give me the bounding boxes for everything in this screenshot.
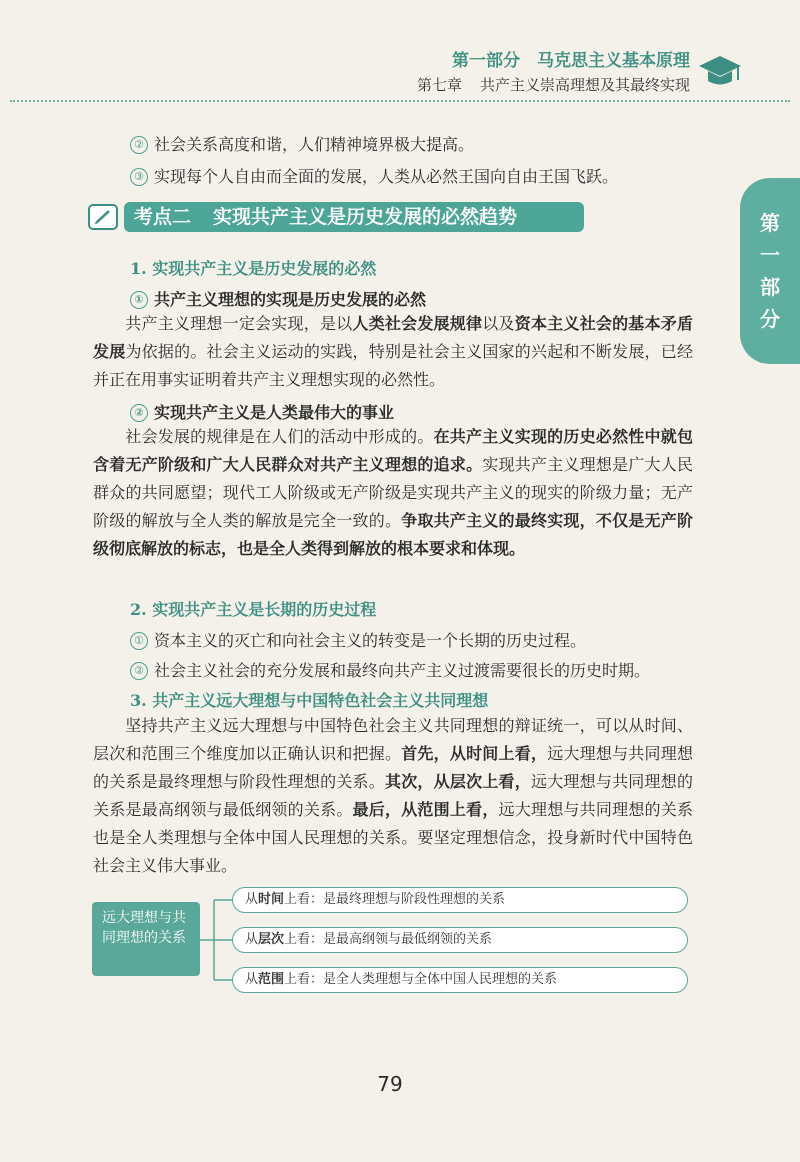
item-number: ③ <box>130 168 148 186</box>
emphasis: 其次，从层次上看， <box>384 772 531 791</box>
item-number: ② <box>130 662 148 680</box>
text-run: 社会发展的规律是在人们的活动中形成的。 <box>125 427 434 446</box>
emphasis: 时间 <box>258 892 285 907</box>
list-item <box>130 628 586 651</box>
item-number: ① <box>130 632 148 650</box>
emphasis: 最后，从范围上看， <box>352 800 499 819</box>
page-number: 79 <box>377 1072 403 1096</box>
side-tab-char: 部 <box>760 275 780 299</box>
subsection-title <box>130 287 426 310</box>
kaodian-label: 考点二 <box>134 206 192 228</box>
emphasis: 在共产主义实现的历史必然性中就包含着无产阶级和广大人民群众对共产主义理想的追求。 <box>93 427 693 474</box>
text-run: 远大理想与共同理想的关系也是全人类理想与全体中国人民理想的关系。要坚定理想信念，投身新时代中国特色社会主义伟大事业。 <box>93 800 693 875</box>
text-run: 从 <box>245 972 259 987</box>
pencil-icon <box>88 204 118 230</box>
emphasis: 范围 <box>258 972 285 987</box>
item-text: 资本主义的灭亡和向社会主义的转变是一个长期的历史过程。 <box>154 631 587 650</box>
side-tab <box>740 178 800 364</box>
paragraph <box>93 712 693 880</box>
item-text: 社会主义社会的充分发展和最终向共产主义过渡需要很长的历史时期。 <box>154 661 651 680</box>
chapter-number: 第七章 <box>416 76 462 94</box>
section-heading-bar <box>124 202 584 232</box>
text-run: 以及 <box>482 314 515 333</box>
section-title: 1. 实现共产主义是历史发展的必然 <box>130 259 377 278</box>
paragraph <box>93 423 693 563</box>
item-number: ① <box>130 291 148 309</box>
header-divider <box>10 100 790 102</box>
text-run: 实现共产主义理想是广大人民群众的共同愿望；现代工人阶级或无产阶级是实现共产主义的现实的阶级力量；无产阶级的解放与全人类的解放是完全一致的。 <box>93 455 693 530</box>
paragraph <box>93 310 693 394</box>
side-tab-char: 一 <box>760 243 780 267</box>
text-run: 上看：是最高纲领与最低纲领的关系 <box>284 932 493 947</box>
section-title: 3. 共产主义远大理想与中国特色社会主义共同理想 <box>130 691 489 710</box>
item-number: ② <box>130 404 148 422</box>
item-text: 实现每个人自由而全面的发展，人类从必然王国向自由王国飞跃。 <box>154 167 619 186</box>
emphasis: 争取共产主义的最终实现，不仅是无产阶级彻底解放的标志，也是全人类得到解放的根本要求和体现。 <box>93 511 693 558</box>
subsection-text: 共产主义理想的实现是历史发展的必然 <box>154 290 427 309</box>
emphasis: 层次 <box>258 932 285 947</box>
chapter-name: 共产主义崇高理想及其最终实现 <box>479 76 690 94</box>
diagram-branch <box>232 927 688 953</box>
list-item <box>130 658 650 681</box>
text-run: 从 <box>245 932 259 947</box>
text-run: 上看：是最终理想与阶段性理想的关系 <box>284 892 506 907</box>
side-tab-char: 第 <box>760 211 780 235</box>
diagram-branch <box>232 887 688 913</box>
list-item <box>130 132 474 155</box>
kaodian-title: 实现共产主义是历史发展的必然趋势 <box>213 206 518 228</box>
emphasis: 资本主义社会的基本矛盾发展 <box>93 314 693 361</box>
chapter-title <box>399 74 690 95</box>
text-run: 远大理想与共同理想的关系是最高纲领与最低纲领的关系。 <box>93 772 693 819</box>
subsection-text: 实现共产主义是人类最伟大的事业 <box>154 403 395 422</box>
text-run: 为依据的。社会主义运动的实践，特别是社会主义国家的兴起和不断发展，已经并正在用事实证明着共产主义理想实现的必然性。 <box>93 342 693 389</box>
section-title: 2. 实现共产主义是长期的历史过程 <box>130 600 377 619</box>
side-tab-char: 分 <box>760 307 780 331</box>
text-run: 从 <box>245 892 259 907</box>
text-run: 远大理想与共同理想的关系是最终理想与阶段性理想的关系。 <box>93 744 693 791</box>
text-run: 上看：是全人类理想与全体中国人民理想的关系 <box>284 972 558 987</box>
list-item <box>130 164 618 187</box>
diagram-root: 远大理想与共同理想的关系 <box>92 902 200 976</box>
text-run: 共产主义理想一定会实现，是以 <box>125 314 353 333</box>
item-text: 社会关系高度和谐，人们精神境界极大提高。 <box>154 135 475 154</box>
graduation-cap-icon <box>698 54 742 90</box>
part-title: 第一部分 马克思主义基本原理 <box>452 51 690 71</box>
item-number: ② <box>130 136 148 154</box>
text-run: 坚持共产主义远大理想与中国特色社会主义共同理想的辩证统一，可以从时间、层次和范围三个维度加以正确认识和把握。 <box>93 716 693 763</box>
subsection-title <box>130 400 394 423</box>
emphasis: 人类社会发展规律 <box>352 314 483 333</box>
emphasis: 首先，从时间上看， <box>401 744 548 763</box>
diagram-branch <box>232 967 688 993</box>
